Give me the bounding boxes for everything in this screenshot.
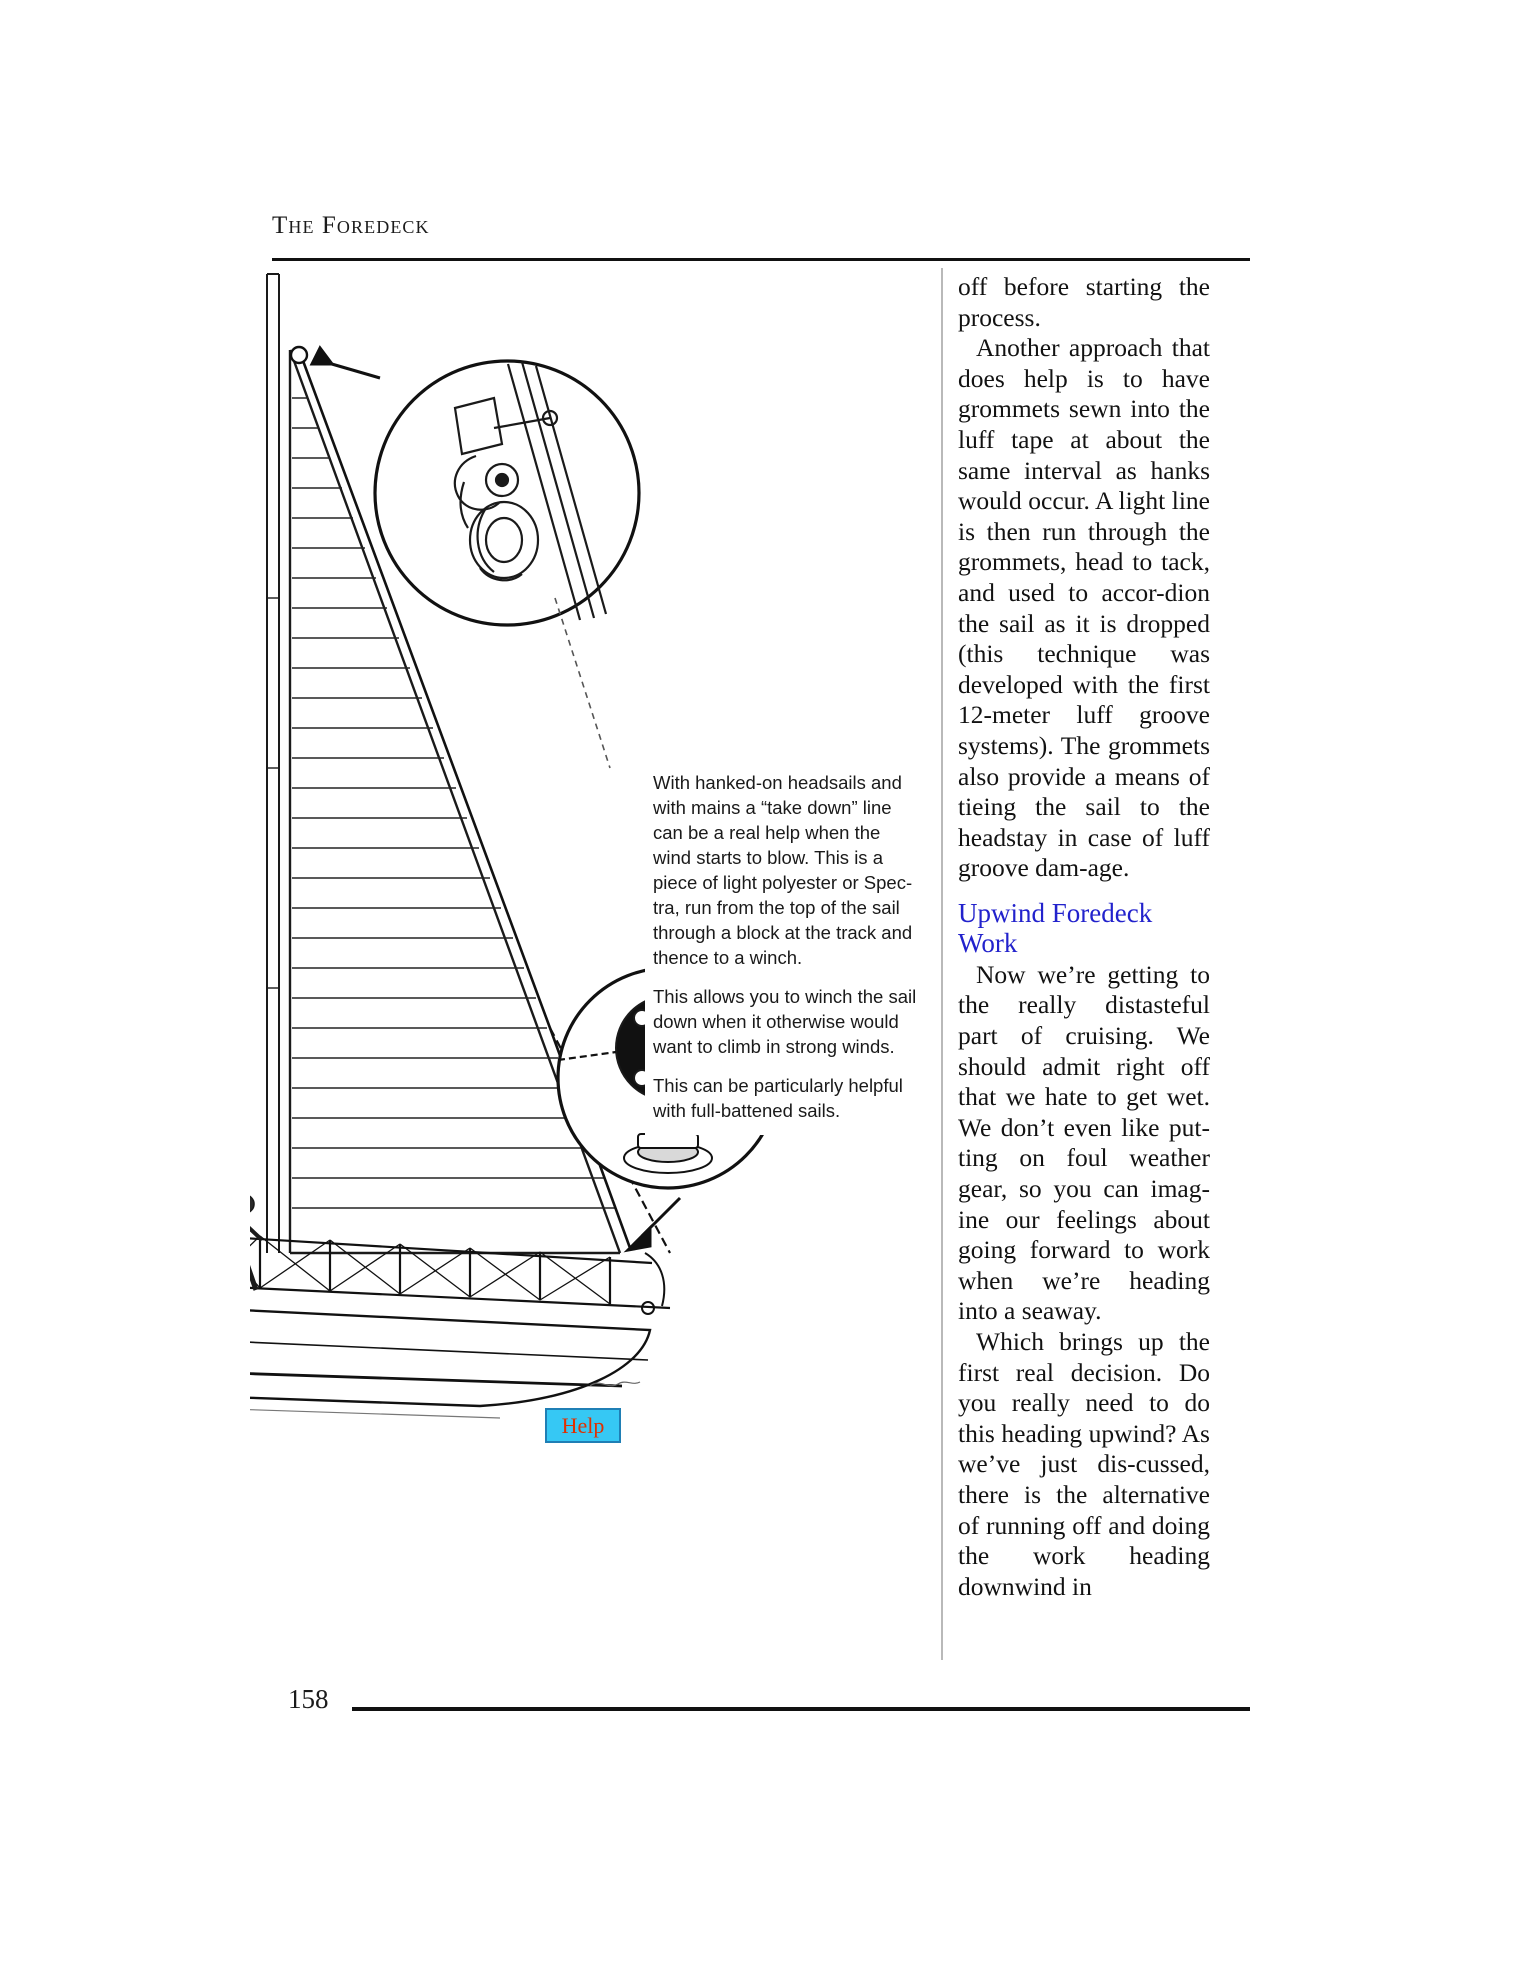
body-paragraph-1: off before starting the process.: [958, 272, 1210, 332]
section-heading: Upwind Foredeck Work: [958, 897, 1153, 958]
figure-caption: [645, 762, 933, 1135]
body-text-column: [958, 272, 1210, 1602]
help-button[interactable]: Help: [545, 1408, 621, 1443]
body-paragraph-4: Which brings up the first real decision. Do you really need to do this heading upwind? As we’ve just dis-cussed, there is the alternative of running off and doing the work heading downwind in: [958, 1327, 1210, 1601]
caption-paragraph-2: This allows you to winch the sail down when it otherwise would want to climb in strong winds.: [653, 986, 917, 1057]
body-paragraph-2: Another approach that does help is to have grommets sewn into the luff tape at about the same interval as hanks would occur. A light line is then run through the grommets, head to tack, and used to accor-dion the sail as it is dropped (this technique was developed with the first 12-meter luff groove systems). The grommets also provide a means of tieing the sail to the headstay in case of luff groove dam-age.: [958, 333, 1210, 883]
page-number: 158: [288, 1684, 329, 1714]
footer-rule: [352, 1707, 1250, 1711]
caption-paragraph-3: This can be particularly helpful with full-battened sails.: [653, 1075, 903, 1121]
header-rule: [272, 258, 1250, 261]
running-head: The Foredeck: [272, 212, 430, 239]
column-divider: [941, 268, 943, 1660]
body-paragraph-3: Now we’re getting to the really distasteful part of cruising. We should admit right off that we hate to get wet. We don’t even like put-ting on foul weather gear, so you can imag-ine our feelings about going forward to work when we’re heading into a seaway.: [958, 959, 1210, 1326]
caption-paragraph-1: With hanked-on headsails and with mains a “take down” line can be a real help when the wind starts to blow. This is a piece of light polyester or Spec-tra, run from the top of the sail through a block at the track and thence to a winch.: [653, 772, 913, 968]
